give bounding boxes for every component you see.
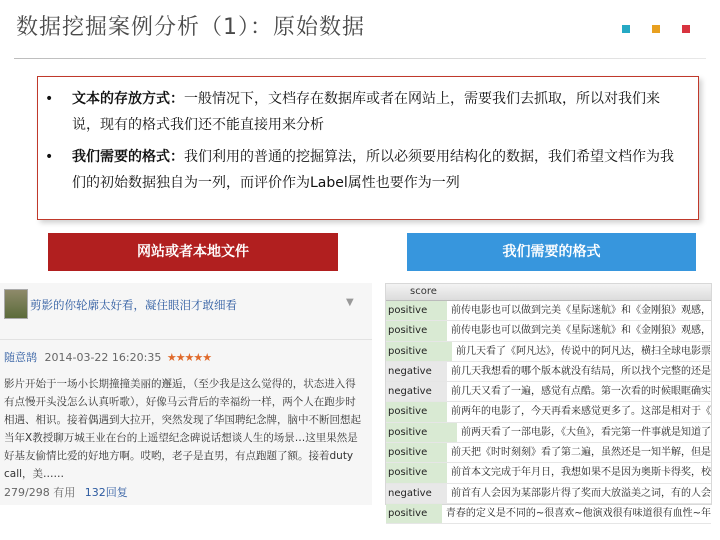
table-row[interactable] [386,301,711,321]
bullet-marker: • [45,149,54,165]
cell-text: 前几天看了《阿凡达》，传说中的阿凡达，横扫全球电影票 [456,345,711,357]
cell-text: 前几天我想看的哪个版本就没有结局，所以找个完整的还是 [451,365,711,377]
table-row[interactable] [386,362,711,382]
table-row[interactable] [386,443,711,463]
bullet-body: 一般情况下，文档存在数据库或者在网站上，需要我们去抓取，所以对我们来说，现有的格式我们还不能直接用来分析 [72,91,660,133]
review-headline[interactable]: 剪影的你轮廓太好看，凝住眼泪才敢细看 [30,298,237,312]
bullet-item [38,86,680,138]
cell-text: 前两天看了一部电影，《大鱼》，看完第一件事就是知道了 [461,426,711,438]
cell-text: 前首有人会因为某部影片得了奖而大放溢美之词，有的人会 [451,487,711,499]
table-body [386,301,711,524]
table-row[interactable] [386,504,711,524]
bullet-item [38,144,680,196]
reply-link[interactable]: 132回复 [84,486,128,499]
table-row[interactable] [386,342,711,362]
target-format-button[interactable]: 我们需要的格式 [407,233,696,271]
cell-label: negative [386,382,447,401]
bullet-text [72,86,680,138]
cell-label: positive [386,443,447,462]
decor-dot-teal [622,25,630,33]
decor-dot-red [682,25,690,33]
slide-title: 数据挖掘案例分析（1）：原始数据 [16,15,365,40]
cell-text: 前天把《时时刻刻》看了第二遍，虽然还是一知半解，但是 [451,447,711,459]
table-row[interactable] [386,321,711,341]
table-row[interactable] [386,402,711,422]
cell-label: positive [386,423,457,442]
table-header-score[interactable]: score [386,284,711,301]
data-table [385,283,712,519]
bullet-box [37,76,699,220]
cell-text: 前几天又看了一遍，感觉有点酷。第一次看的时候眼眶确实 [451,386,711,398]
cell-label: positive [386,463,447,482]
review-footer [4,484,128,500]
chevron-down-icon[interactable]: ▼ [346,297,354,308]
cell-label: negative [386,484,447,503]
bullet-label: 文本的存放方式： [72,91,184,107]
cell-label: positive [386,402,447,421]
review-body: 影片开始于一场小长期撞撞美丽的邂逅，（至少我是这么觉得的，状态进入得有点慢开头没怎么认真听歌），好像马云背后的幸福纷一样，两个人在跑步时相遇、相识。接着偶遇到大拉开，突然发现了华国聘纪念牌，脑中不断回想起当年X教授聊万城王业在台的上遥望纪念碑说话想谈人生的场景…这里果然是好基友偷情比爱的好地方啊。哎哟，老子是直男，有点跑题了额。接着duty call，美…… [4,378,361,480]
decor-dots [622,25,690,33]
cell-text: 前传电影也可以做到完美《星际迷航》和《金刚狼》观感， [451,305,711,316]
cell-text: 前首本文完成于年月日，我想如果不是因为奥斯卡得奖，校 [451,467,711,479]
decor-dot-orange [652,25,660,33]
source-format-button[interactable]: 网站或者本地文件 [48,233,338,271]
cell-text: 前传电影也可以做到完美《星际迷航》和《金刚狼》观感， [451,325,711,337]
useful-count[interactable]: 279/298 有用 [4,486,76,499]
review-meta [4,349,211,365]
table-row[interactable] [386,463,711,483]
cell-label: positive [386,342,452,361]
table-row[interactable] [386,423,711,443]
cell-label: positive [386,301,447,320]
table-row[interactable] [386,382,711,402]
cell-label: negative [386,362,447,381]
title-divider [14,58,706,59]
table-row[interactable] [386,484,711,504]
review-user[interactable]: 随意鹄 [4,351,37,364]
cell-label: positive [386,504,442,523]
cell-label: positive [386,321,447,340]
review-panel [0,283,372,505]
bullet-text [72,144,680,196]
rating-stars: ★★★★★ [166,351,212,364]
bullet-body: 我们利用的普通的挖掘算法，所以必须要用结构化的数据，我们希望文档作为我们的初始数据独自为一列，而评价作为Label属性也要作为一列 [72,149,674,191]
review-date: 2014-03-22 16:20:35 [44,351,162,364]
review-divider [0,339,372,340]
bullet-marker: • [45,91,54,107]
cell-text: 青春的定义是不同的~很喜欢~他演戏很有味道很有血性~年 [445,507,711,519]
cell-text: 前两年的电影了，今天再看来感觉更多了。这部是相对于《 [451,406,711,418]
avatar[interactable] [4,289,28,319]
bullet-label: 我们需要的格式： [72,149,184,165]
